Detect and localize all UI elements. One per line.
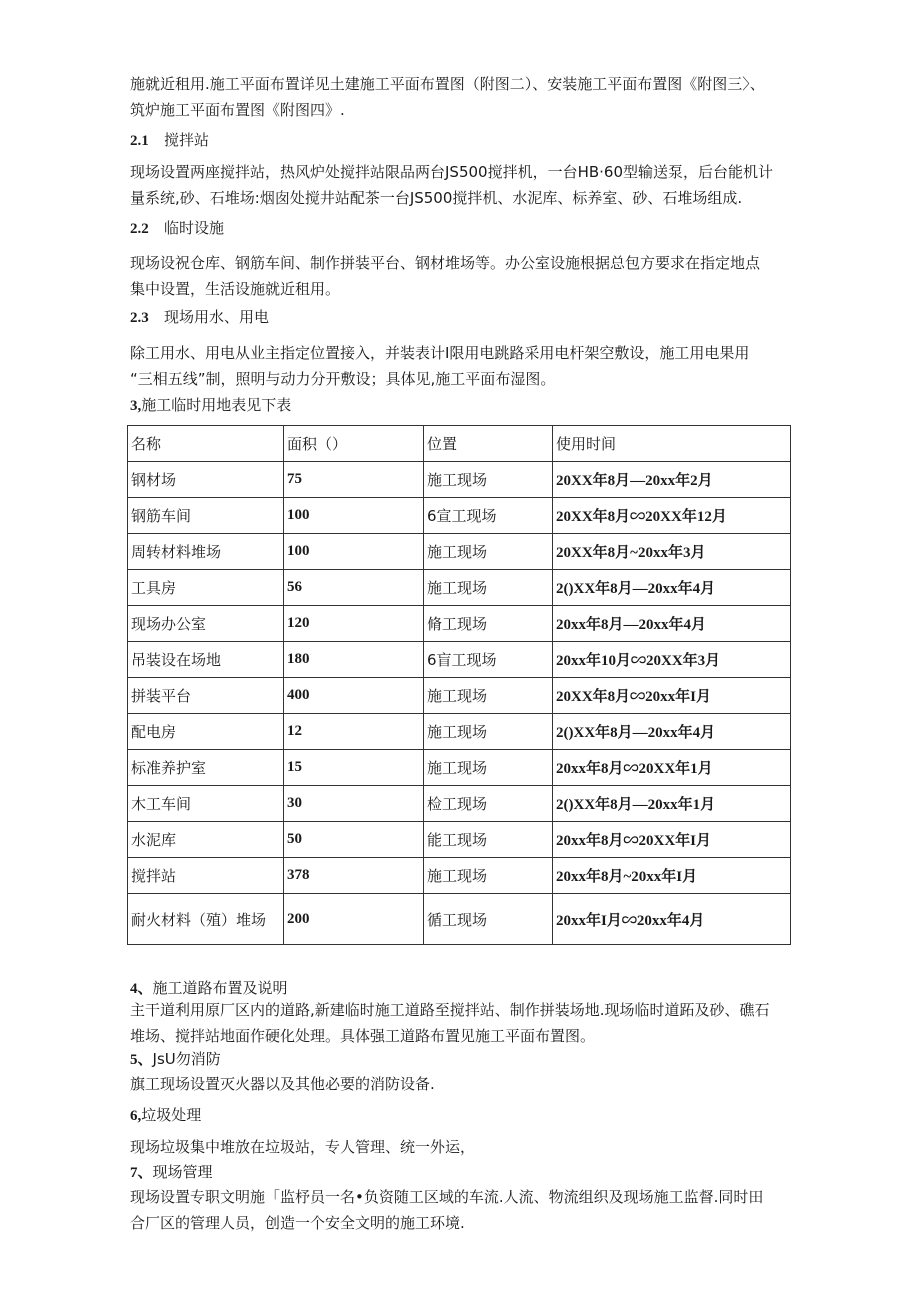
section-heading-2-1	[130, 129, 209, 152]
paragraph-line: 旗工现场设置灭火器以及其他必要的消防设备.	[130, 1075, 435, 1093]
cell-location: 循工现场	[424, 894, 553, 945]
section-number: 3,	[130, 398, 142, 414]
cell-area: 120	[284, 606, 424, 642]
table-row	[128, 714, 791, 750]
cell-usage-time: 20XX年8月∽20XX年12月	[553, 498, 791, 534]
table-row	[128, 858, 791, 894]
cell-location: 能工现场	[424, 822, 553, 858]
section-title: 临时设施	[164, 219, 225, 237]
cell-name: 工具房	[128, 570, 284, 606]
cell-area: 200	[284, 894, 424, 945]
section-title: 施工临时用地表见下表	[141, 396, 292, 414]
cell-usage-time: 2()XX年8月—20xx年4月	[553, 570, 791, 606]
cell-area: 15	[284, 750, 424, 786]
table-row	[128, 534, 791, 570]
paragraph-line: 现场设置两座搅拌站，热风炉处搅拌站限品两台JS500搅拌机，一台HB·60型输送泵，后台能机计	[130, 163, 774, 181]
cell-location: 施工现场	[424, 858, 553, 894]
table-row	[128, 462, 791, 498]
cell-location: 施工现场	[424, 750, 553, 786]
land-use-table	[127, 425, 791, 945]
cell-area: 378	[284, 858, 424, 894]
section-title: 施工道路布置及说明	[152, 979, 288, 997]
header-location: 位置	[424, 426, 553, 462]
cell-area: 180	[284, 642, 424, 678]
table-row	[128, 750, 791, 786]
cell-location: 施工现场	[424, 462, 553, 498]
cell-location: 6宣工现场	[424, 498, 553, 534]
section-number: 2.2	[130, 221, 149, 237]
section-4-paragraph	[130, 997, 798, 1049]
section-2-1-paragraph	[130, 159, 798, 211]
cell-location: 施工现场	[424, 534, 553, 570]
header-usage-time: 使用时间	[553, 426, 791, 462]
cell-location: 脩工现场	[424, 606, 553, 642]
cell-name: 搅拌站	[128, 858, 284, 894]
section-heading-5	[130, 1048, 221, 1071]
cell-usage-time: 2()XX年8月—20xx年4月	[553, 714, 791, 750]
cell-location: 6盲工现场	[424, 642, 553, 678]
table-row	[128, 642, 791, 678]
section-5-paragraph	[130, 1071, 798, 1097]
cell-usage-time: 2()XX年8月—20xx年1月	[553, 786, 791, 822]
section-number: 6,	[130, 1108, 142, 1124]
header-area: 面积（）	[284, 426, 424, 462]
cell-area: 100	[284, 498, 424, 534]
cell-usage-time: 20XX年8月∽20xx年I月	[553, 678, 791, 714]
cell-area: 100	[284, 534, 424, 570]
table-row	[128, 822, 791, 858]
intro-paragraph	[130, 71, 798, 123]
cell-name: 水泥库	[128, 822, 284, 858]
cell-usage-time: 20xx年10月∽20XX年3月	[553, 642, 791, 678]
paragraph-line: 集中设置，生活设施就近租用。	[130, 280, 341, 298]
section-title: 垃圾处理	[141, 1106, 202, 1124]
cell-location: 施工现场	[424, 714, 553, 750]
paragraph-line: 量系统,砂、石堆场:烟囱处搅井站配茶一台JS500搅拌机、水泥库、标养室、砂、石堆场组成.	[130, 189, 743, 207]
paragraph-line: 合厂区的管理人员，创造一个安全文明的施工环境.	[130, 1214, 465, 1232]
cell-name: 吊装设在场地	[128, 642, 284, 678]
section-number: 2.3	[130, 310, 149, 326]
intro-line-1: 施就近租用.施工平面布置详见土建施工平面布置图（附图二）、安装施工平面布置图《附图三〉、	[130, 75, 765, 93]
paragraph-line: 除工用水、用电从业主指定位置接入，并装表计I限用电跳路采用电杆架空敷设，施工用电果用	[130, 344, 750, 362]
cell-name: 钢筋车间	[128, 498, 284, 534]
table-row	[128, 498, 791, 534]
section-number: 2.1	[130, 133, 149, 149]
cell-name: 标准养护室	[128, 750, 284, 786]
section-number: 5、	[130, 1052, 153, 1068]
section-title: 搅拌站	[164, 131, 210, 149]
section-title: 现场用水、用电	[164, 308, 270, 326]
table-row	[128, 786, 791, 822]
cell-area: 50	[284, 822, 424, 858]
cell-usage-time: 20XX年8月—20xx年2月	[553, 462, 791, 498]
cell-name: 现场办公室	[128, 606, 284, 642]
section-heading-2-3	[130, 306, 269, 329]
cell-area: 56	[284, 570, 424, 606]
cell-usage-time: 20xx年8月~20xx年I月	[553, 858, 791, 894]
table-row	[128, 606, 791, 642]
section-heading-7	[130, 1161, 213, 1184]
section-title: JsU勿消防	[152, 1050, 221, 1068]
cell-usage-time: 20xx年8月∽20XX年1月	[553, 750, 791, 786]
section-2-3-paragraph	[130, 340, 798, 392]
cell-usage-time: 20xx年8月∽20XX年I月	[553, 822, 791, 858]
cell-area: 400	[284, 678, 424, 714]
section-7-paragraph	[130, 1184, 798, 1236]
section-number: 7、	[130, 1165, 153, 1181]
cell-name: 拼装平台	[128, 678, 284, 714]
table-row	[128, 570, 791, 606]
cell-name: 钢材场	[128, 462, 284, 498]
cell-name: 耐火材料（殖）堆场	[128, 894, 284, 945]
cell-location: 施工现场	[424, 570, 553, 606]
table-row	[128, 678, 791, 714]
cell-location: 施工现场	[424, 678, 553, 714]
cell-name: 木工车间	[128, 786, 284, 822]
section-heading-6	[130, 1104, 201, 1127]
cell-name: 周转材料堆场	[128, 534, 284, 570]
cell-location: 检工现场	[424, 786, 553, 822]
cell-name: 配电房	[128, 714, 284, 750]
cell-area: 12	[284, 714, 424, 750]
cell-usage-time: 20xx年8月—20xx年4月	[553, 606, 791, 642]
paragraph-line: 现场设祝仓库、钢筋车间、制作拼装平台、钢材堆场等。办公室设施根据总包方要求在指定地点	[130, 254, 761, 272]
cell-usage-time: 20xx年I月∽20xx年4月	[553, 894, 791, 945]
section-6-paragraph	[130, 1134, 798, 1160]
section-2-2-paragraph	[130, 250, 798, 302]
intro-line-2: 筑炉施工平面布置图《附图四》.	[130, 101, 345, 119]
table-row	[128, 894, 791, 945]
paragraph-line: “三相五线”制，照明与动力分开敷设；具体见,施工平面布湿图。	[130, 370, 556, 388]
section-heading-2-2	[130, 217, 224, 240]
paragraph-line: 堆场、搅拌站地面作硬化处理。具体强工道路布置见施工平面布置图。	[130, 1027, 596, 1045]
table-header-row	[128, 426, 791, 462]
cell-area: 75	[284, 462, 424, 498]
paragraph-line: 现场设置专职文明施「监杼员一名•负资随工区域的车流.人流、物流组织及现场施工监督.同时田	[130, 1188, 764, 1206]
section-heading-3	[130, 394, 291, 417]
paragraph-line: 现场垃圾集中堆放在垃圾站，专人管理、统一外运，	[130, 1138, 476, 1156]
cell-usage-time: 20XX年8月~20xx年3月	[553, 534, 791, 570]
section-title: 现场管理	[152, 1163, 213, 1181]
paragraph-line: 主干道利用原厂区内的道路,新建临时施工道路至搅拌站、制作拼装场地.现场临时道跖及砂、礁石	[130, 1001, 770, 1019]
header-name: 名称	[128, 426, 284, 462]
cell-area: 30	[284, 786, 424, 822]
section-number: 4、	[130, 981, 153, 997]
